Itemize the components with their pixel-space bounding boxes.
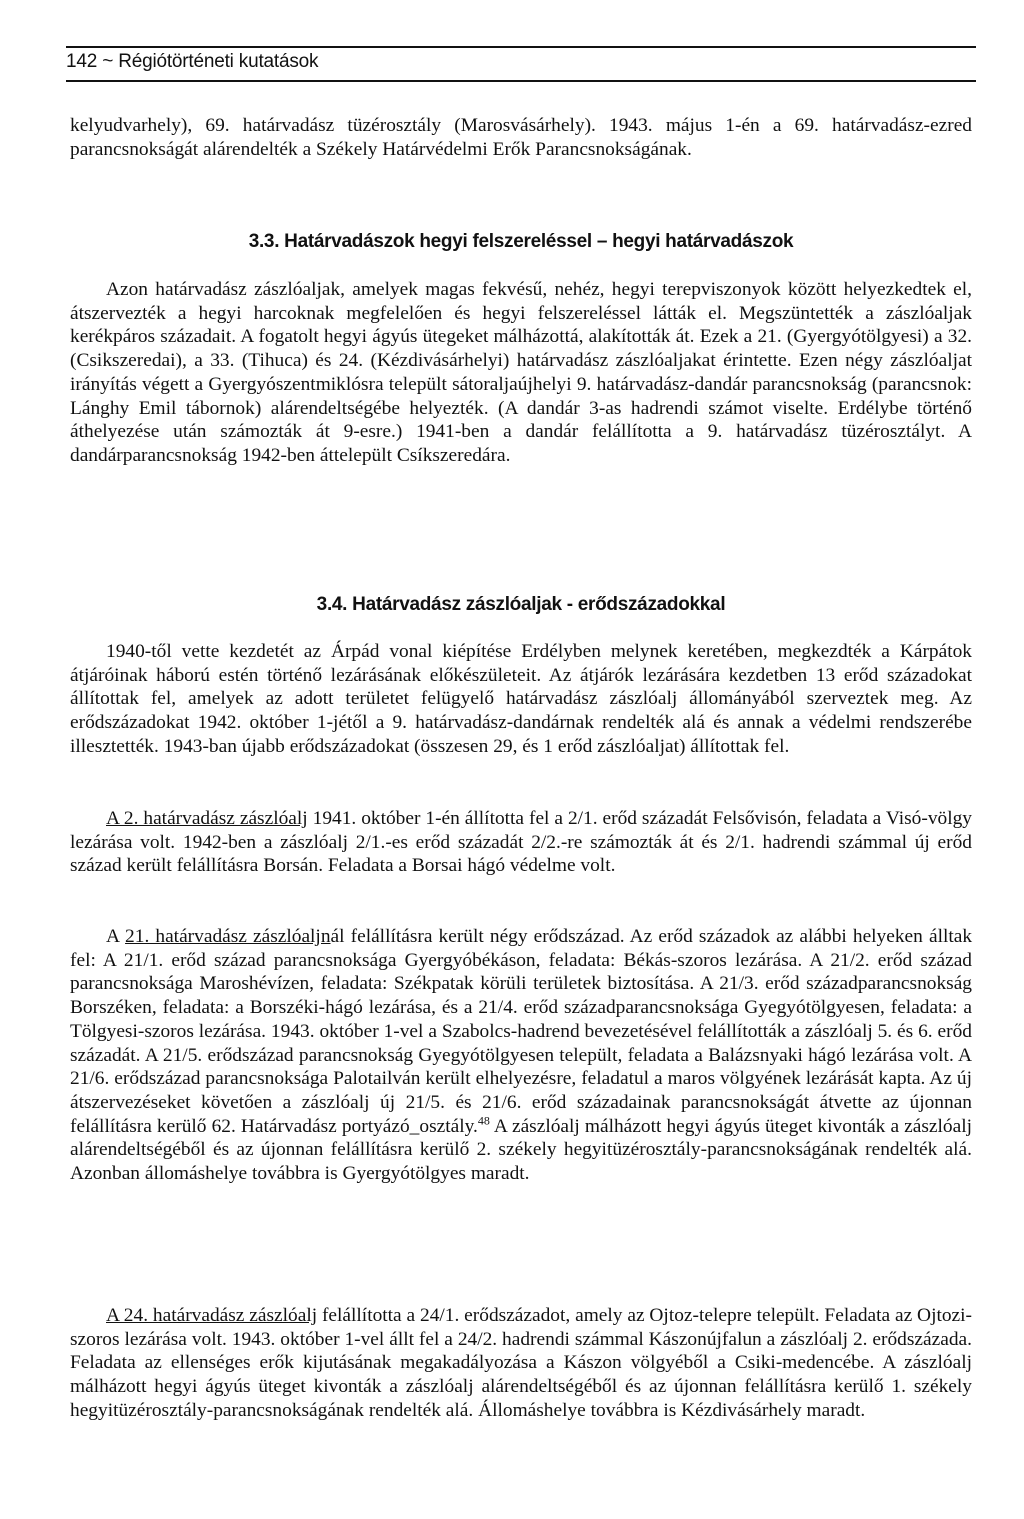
footnote-marker: 48 — [477, 1113, 490, 1128]
page-number: 142 — [66, 51, 98, 72]
paragraph-4-text: felállította a 24/1. erődszázadot, amely az Ojtoz-telepre települt. Feladata az Ojtozi-szoros lezárása volt. 1943. október 1-vel állt fel a 24/2. hadrendi számmal Kászonújfalun a zászlóalj 2. erődszázada. Feladata az ellenséges erők kijutásának megakadályozása a Kászon völgyéből a Csiki-medencébe. A zászlóalj málházott hegyi ágyús üteget kivonták a zászlóalj alárendeltségéből és az újonnan felállításra kerülő 1. székely hegyitüzérosztály-parancsnokságának rendelték alá. Állomáshelye továbbra is Kézdivásárhely maradt. — [70, 1305, 972, 1421]
section-heading-3-4: 3.4. Határvadász zászlóaljak - erődszázadokkal — [316, 594, 726, 615]
paragraph-3-text-a: ál felállításra került négy erődszázad. Az erőd századok az alábbi helyeken álltak fel: A 21/1. erőd század parancsnoksága Gyergyóbékáson, feladata: Békás-szoros lezárása. A 21/2. erőd század parancsnoksága Maroshévízen, feladata: Székpatak körüli területek biztosítása. A 21/3. erőd századparancsnokság Borszéken, feladata: a Borszéki-hágó lezárása, és a 21/4. erőd századparancsnoksága Gyegyótölgyesen, feladata: a Tölgyesi-szoros lezárása. 1943. október 1-vel a Szabolcs-hadrend bevezetésével felállították a zászlóalj 5. és 6. erőd századát. A 21/5. erődszázad parancsnokság Gyegyótölgyesen települt, feladata a Balázsnyaki hágó lezárása volt. A 21/6. erődszázad parancsnoksága Palotailván került elhelyezésre, feladatul a maros völgyének lezárását kapta. Az új átszervezéseket követően a zászlóalj új 21/5. és 21/6. erőd századainak parancsnokságát átvette az újonnan felállításra kerülő 62. Határvadász portyázó_osztály. — [70, 926, 973, 1137]
section-3-3-paragraph: Azon határvadász zászlóaljak, amelyek magas fekvésű, nehéz, hegyi terepviszonyok között helyezkedtek el, átszervezték a hegyi harcoknak megfelelően és hegyi felszereléssel látták el. Megszüntették a zászlóaljak kerékpáros századait. A fogatolt hegyi ágyús ütegeket málházottá, alakították át. Ezek a 21. (Gyergyótölgyesi) a 32. (Csikszeredai), a 33. (Tihuca) és 24. (Kézdivásárhelyi) határvadász zászlóaljakat érintette. Ezen négy zászlóaljat irányítás végett a Gyergyószentmiklósra települt sátoraljaújhelyi 9. határvadász-dandár parancsnokság (parancsnok: Lánghy Emil tábornok) alárendeltségébe helyezték. (A dandár 3-as hadrendi számot viselte. Erdélybe történő áthelyezése után számozták át 9-esre.) 1941-ben a dandár felállította a 9. határvadász tüzérosztályt. A dandárparancsnokság 1942-ben áttelepült Csíkszeredára. — [70, 279, 972, 466]
unit-reference-24: A 24. határvadász zászlóalj — [106, 1305, 318, 1326]
section-3-4-paragraph-1: 1940-től vette kezdetét az Árpád vonal kiépítése Erdélyben melynek keretében, megkezdték a Kárpátok átjáróinak háború estén történő lezárásának előkészületeit. Az átjárók lezárására kezdetben 13 erőd századokat állítottak fel, amelyek az adott területet felügyelő határvadász zászlóalj állományából szerveztek meg. Az erődszázadokat 1942. október 1-jétől a 9. határvadász-dandárnak rendelték alá és annak a védelmi rendszerébe illesztették. 1943-ban újabb erődszázadokat (összesen 29, és 1 erőd zászlóaljat) állítottak fel. — [70, 641, 972, 757]
section-3-4-paragraph-4 — [70, 1304, 972, 1423]
header-text — [66, 51, 318, 73]
running-header — [66, 46, 976, 82]
running-title: Régiótörténeti kutatások — [118, 51, 319, 72]
paragraph-3-text-b: A zászlóalj málházott hegyi ágyús üteget kivonták a zászlóalj alárendeltségéből és az újonnan felállításra kerülő 2. székely hegyitüzérosztály-parancsnokságának rendelték alá. Azonban állomáshelye továbbra is Gyergyótölgyes maradt. — [70, 1115, 972, 1185]
intro-paragraph: kelyudvarhely), 69. határvadász tüzérosztály (Marosvásárhely). 1943. május 1-én a 69. határvadász-ezred parancsnokságát alárendelték a Székely Határvédelmi Erők Parancsnokságának. — [70, 115, 972, 160]
header-separator: ~ — [102, 51, 114, 72]
paragraph-3-lead: A — [106, 926, 126, 947]
section-3-4-paragraph-2 — [70, 807, 972, 878]
section-heading-3-3: 3.3. Határvadászok hegyi felszereléssel – hegyi határvadászok — [248, 231, 794, 252]
paragraph-2-text: 1941. október 1-én állította fel a 2/1. erőd századát Felsővisón, feladata a Visó-völgy lezárása volt. 1942-ben a zászlóalj 2/1.-es erőd századát 2/2.-re számozták át és 2/1. hadrendi számmal új erőd század került felállításra Borsán. Feladata a Borsai hágó védelme volt. — [70, 808, 972, 877]
unit-reference-21: 21. határvadász zászlóaljn — [125, 926, 331, 947]
unit-reference-2: A 2. határvadász zászlóalj — [106, 808, 308, 829]
section-3-4-paragraph-3 — [70, 925, 972, 1186]
